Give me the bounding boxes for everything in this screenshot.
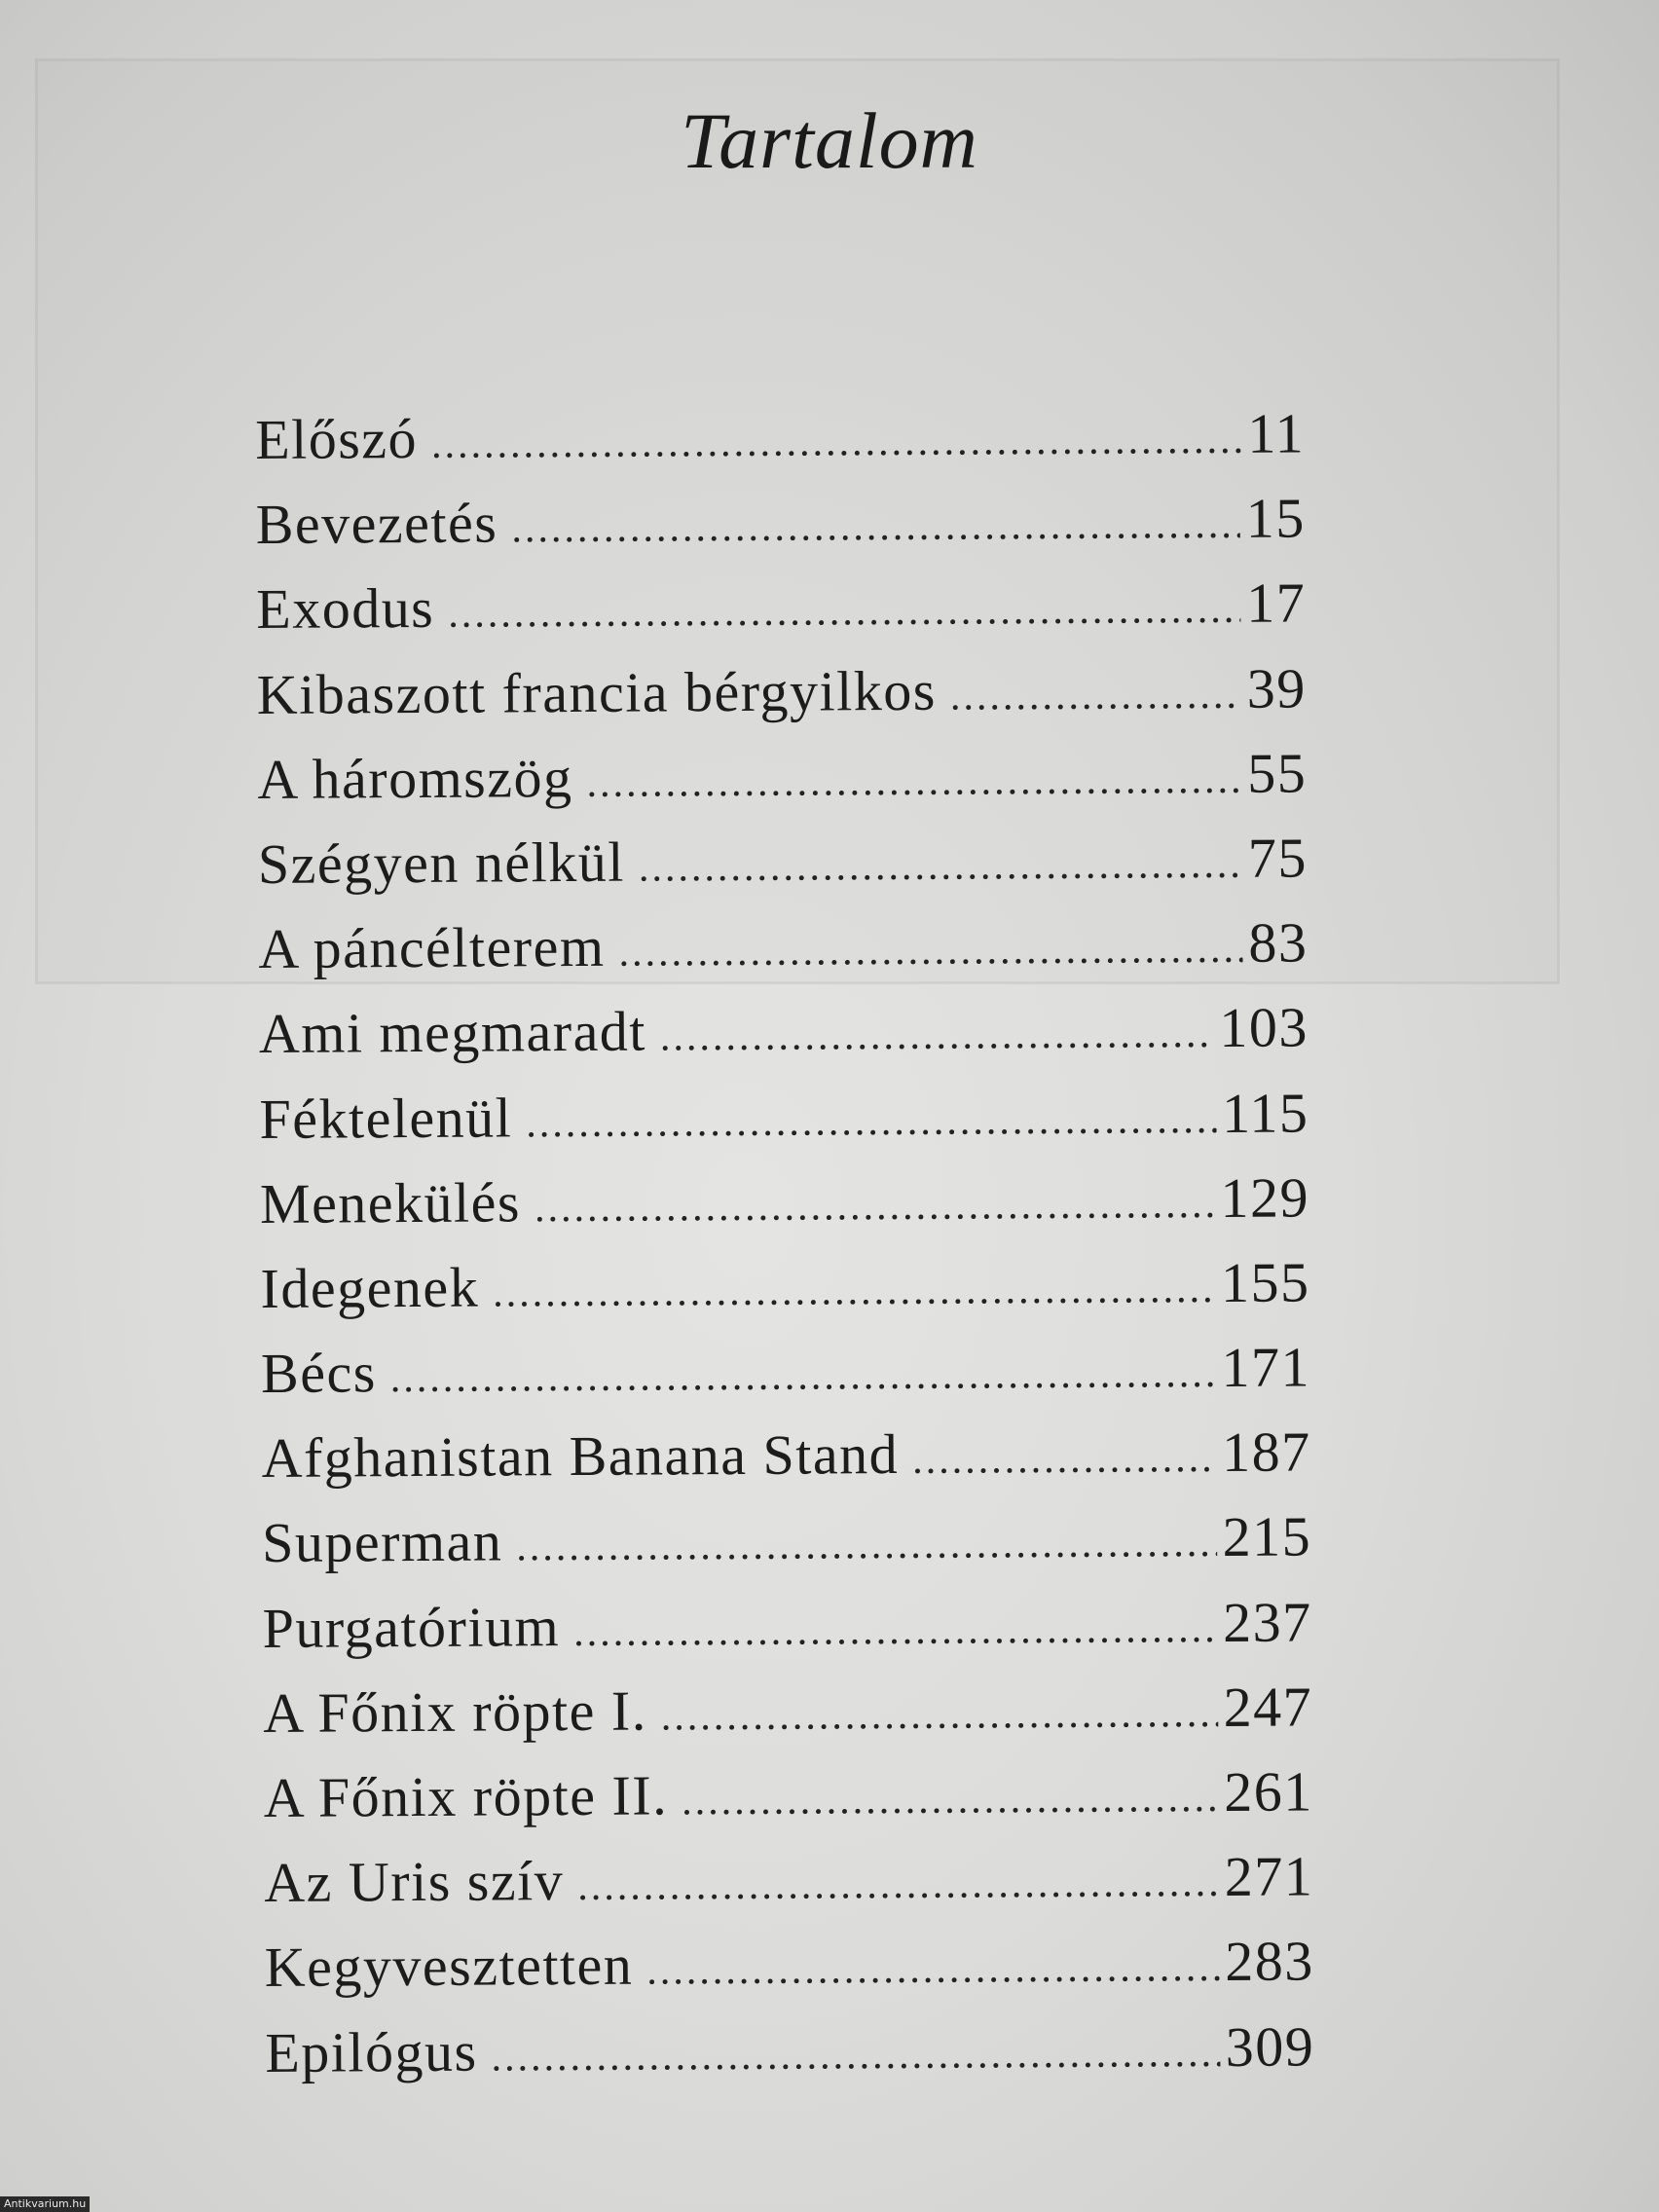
toc-entry-page-number: 187: [1221, 1419, 1311, 1485]
dot-leader: [491, 2030, 1220, 2082]
toc-entry-page-number: 261: [1224, 1759, 1313, 1824]
dot-leader: [448, 586, 1240, 638]
toc-entry-page-number: 215: [1222, 1504, 1312, 1569]
toc-entry: [261, 1334, 1311, 1425]
watermark-text: Antikvarium.hu: [0, 2196, 90, 2212]
toc-entry: [265, 1929, 1315, 2020]
toc-entry-page-number: 17: [1246, 571, 1307, 636]
table-of-contents: [255, 400, 1315, 2104]
dot-leader: [646, 1944, 1219, 1995]
toc-entry: [260, 1249, 1310, 1341]
toc-entry: [262, 1504, 1312, 1596]
toc-entry: [256, 571, 1307, 662]
toc-entry: [262, 1589, 1312, 1680]
toc-entry: [259, 995, 1309, 1087]
toc-entry-title: Exodus: [256, 576, 435, 642]
toc-entry: [256, 486, 1307, 577]
toc-entry-page-number: 247: [1223, 1675, 1313, 1739]
toc-entry-title: A Főnix röpte II.: [263, 1763, 669, 1829]
dot-leader: [526, 1095, 1216, 1146]
toc-entry: [263, 1674, 1313, 1765]
toc-entry-title: Afghanistan Banana Stand: [261, 1422, 900, 1491]
toc-entry: [258, 825, 1309, 916]
dot-leader: [618, 926, 1242, 977]
toc-entry-page-number: 237: [1222, 1590, 1312, 1654]
toc-entry: [260, 1164, 1310, 1256]
dot-leader: [682, 1775, 1218, 1825]
toc-entry-page-number: 11: [1247, 401, 1306, 465]
toc-entry: [258, 910, 1309, 1002]
toc-entry-title: Az Uris szív: [264, 1849, 565, 1915]
toc-entry-title: A háromszög: [257, 745, 573, 811]
dot-leader: [660, 1011, 1214, 1060]
dot-leader: [535, 1181, 1215, 1232]
toc-entry: [255, 400, 1306, 492]
dot-leader: [573, 1605, 1217, 1656]
toc-entry-title: A Főnix röpte I.: [262, 1678, 647, 1745]
toc-entry-page-number: 83: [1248, 910, 1309, 975]
toc-entry-page-number: 115: [1221, 1080, 1309, 1145]
dot-leader: [511, 501, 1240, 553]
toc-entry-page-number: 103: [1219, 995, 1309, 1060]
dot-leader: [493, 1266, 1215, 1317]
toc-entry-title: Bécs: [260, 1341, 378, 1406]
toc-entry-title: Szégyen nélkül: [257, 830, 626, 896]
toc-entry-page-number: 75: [1247, 826, 1309, 890]
dot-leader: [661, 1690, 1218, 1740]
toc-entry: [264, 1844, 1314, 1936]
toc-entry-page-number: 39: [1246, 655, 1307, 720]
toc-entry: [265, 2013, 1315, 2105]
dot-leader: [390, 1350, 1216, 1402]
toc-entry: [264, 1758, 1314, 1850]
toc-entry-title: Féktelenül: [259, 1085, 513, 1151]
dot-leader: [639, 841, 1242, 892]
toc-entry-page-number: 309: [1225, 2013, 1315, 2079]
toc-entry-title: Epilógus: [265, 2019, 478, 2084]
toc-entry-page-number: 283: [1225, 1929, 1314, 1994]
toc-entry-title: Idegenek: [260, 1255, 480, 1320]
toc-entry-title: Kegyvesztetten: [264, 1934, 634, 2000]
toc-entry-title: A páncélterem: [258, 914, 606, 981]
toc-entry-page-number: 15: [1245, 486, 1306, 550]
toc-entry-page-number: 155: [1220, 1250, 1310, 1314]
toc-entry-page-number: 271: [1224, 1844, 1314, 1909]
toc-entry-title: Ami megmaradt: [258, 999, 647, 1066]
toc-entry: [261, 1419, 1311, 1511]
toc-entry-title: Kibaszott francia bérgyilkos: [256, 658, 938, 726]
toc-entry-title: Bevezetés: [255, 491, 498, 557]
dot-leader: [950, 671, 1241, 719]
toc-entry-page-number: 55: [1247, 741, 1308, 805]
dot-leader: [586, 756, 1241, 807]
dot-leader: [577, 1860, 1219, 1910]
page-title: Tartalom: [681, 96, 978, 185]
toc-entry: [257, 655, 1308, 747]
dot-leader: [912, 1435, 1216, 1484]
toc-entry-title: Előszó: [255, 406, 419, 471]
toc-entry-title: Purgatórium: [262, 1594, 561, 1660]
toc-entry: [259, 1080, 1309, 1171]
toc-entry-title: Superman: [261, 1509, 503, 1575]
dot-leader: [431, 417, 1242, 468]
toc-entry-page-number: 171: [1221, 1335, 1311, 1400]
toc-entry-page-number: 129: [1220, 1165, 1310, 1230]
toc-entry: [257, 740, 1308, 831]
dot-leader: [516, 1520, 1217, 1570]
toc-entry-title: Menekülés: [259, 1170, 522, 1235]
